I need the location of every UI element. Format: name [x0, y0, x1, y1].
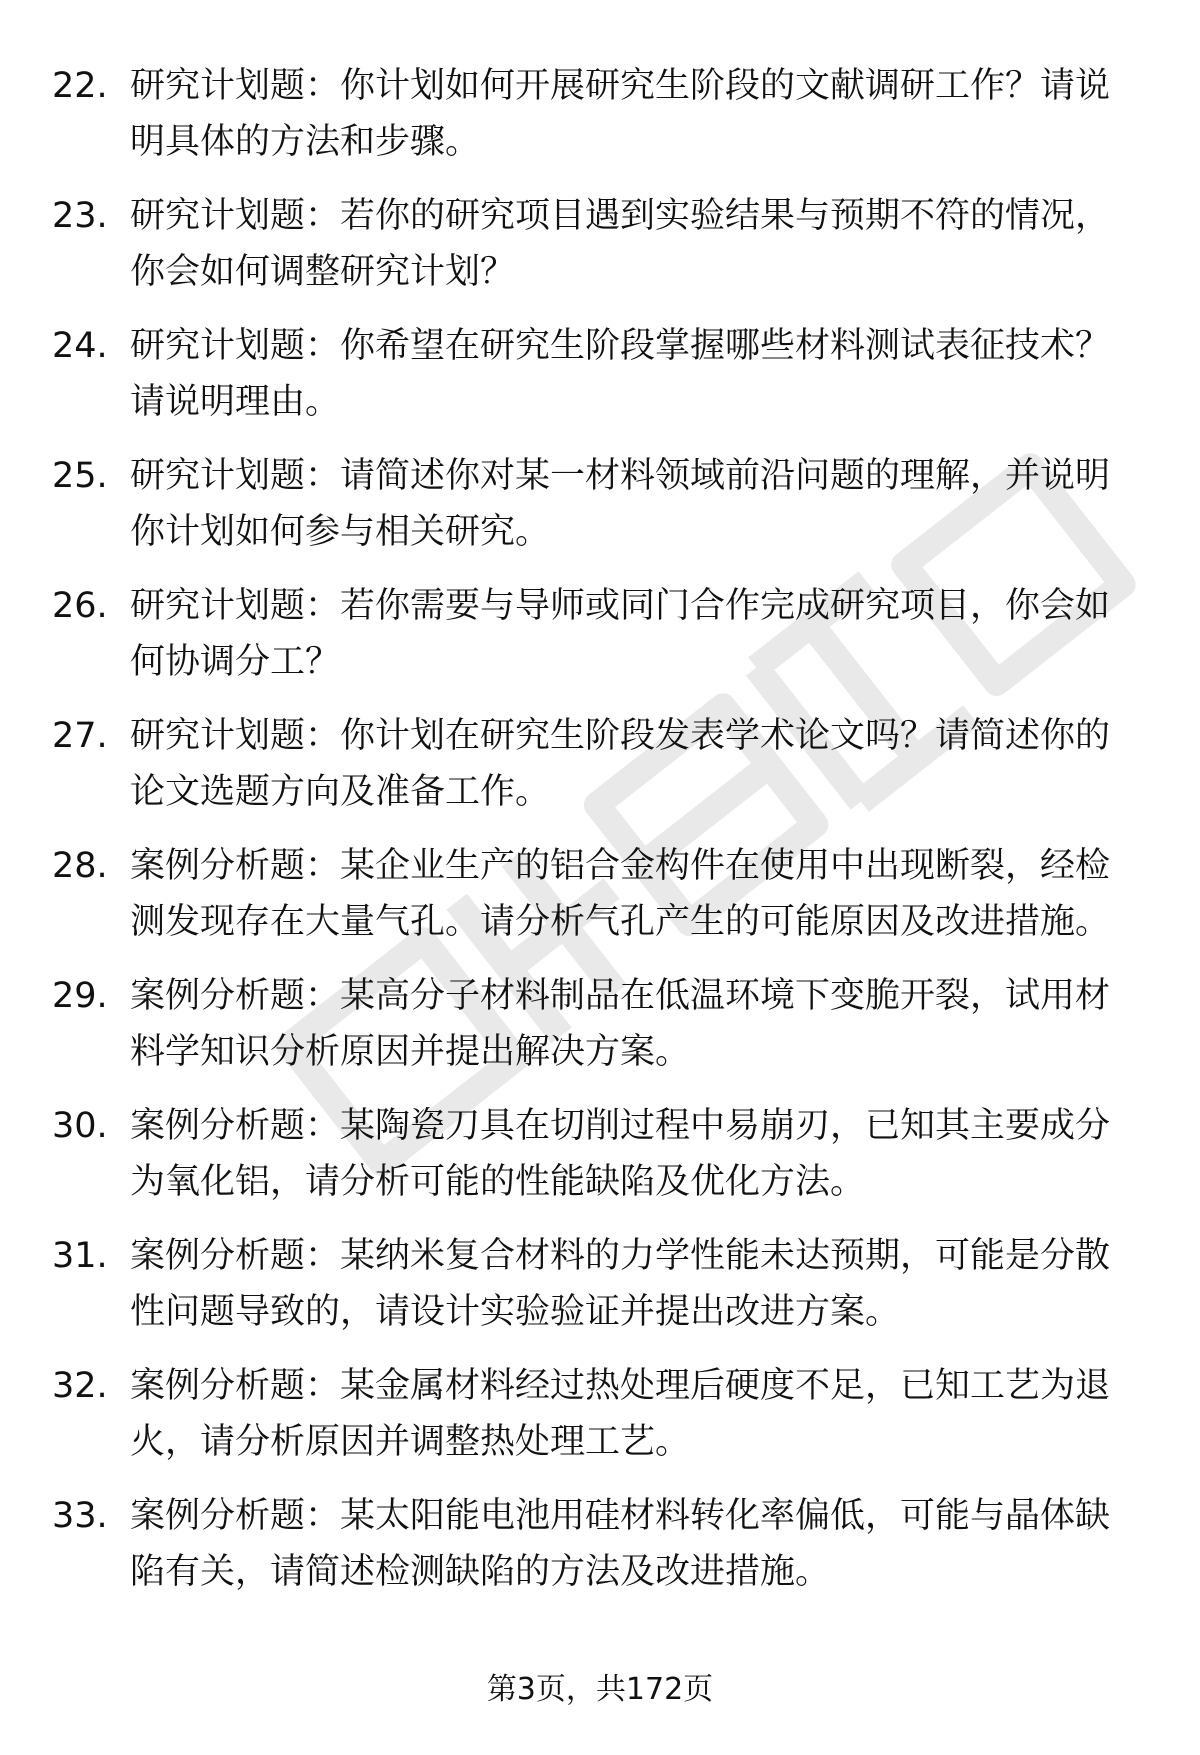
- question-item: [52, 188, 1142, 318]
- question-item: [52, 578, 1142, 708]
- question-item: [52, 1358, 1142, 1488]
- question-number: 23.: [52, 196, 108, 236]
- question-number: 22.: [52, 66, 108, 106]
- question-text: 案例分析题：某纳米复合材料的力学性能未达预期，可能是分散性问题导致的，请设计实验验证并提出改进方案。: [130, 1236, 1111, 1332]
- question-number: 30.: [52, 1106, 108, 1146]
- question-text: 案例分析题：某金属材料经过热处理后硬度不足，已知工艺为退火，请分析原因并调整热处理工艺。: [130, 1366, 1111, 1462]
- question-item: [52, 1098, 1142, 1228]
- question-number: 28.: [52, 846, 108, 886]
- question-item: [52, 1488, 1142, 1618]
- question-number: 25.: [52, 456, 108, 496]
- question-text: 研究计划题：若你的研究项目遇到实验结果与预期不符的情况，你会如何调整研究计划？: [130, 196, 1111, 292]
- question-item: [52, 968, 1142, 1098]
- question-number: 33.: [52, 1496, 108, 1536]
- question-item: [52, 1228, 1142, 1358]
- question-text: 案例分析题：某企业生产的铝合金构件在使用中出现断裂，经检测发现存在大量气孔。请分析气孔产生的可能原因及改进措施。: [130, 846, 1111, 942]
- question-item: [52, 838, 1142, 968]
- question-text: 研究计划题：若你需要与导师或同门合作完成研究项目，你会如何协调分工？: [130, 586, 1111, 682]
- question-list: [52, 58, 1142, 1618]
- page-footer: 第3页，共172页: [486, 1672, 714, 1707]
- question-item: [52, 58, 1142, 188]
- question-text: 研究计划题：你希望在研究生阶段掌握哪些材料测试表征技术？请说明理由。: [130, 326, 1111, 422]
- question-number: 32.: [52, 1366, 108, 1406]
- question-item: [52, 318, 1142, 448]
- question-text: 研究计划题：你计划在研究生阶段发表学术论文吗？请简述你的论文选题方向及准备工作。: [130, 716, 1111, 812]
- question-number: 29.: [52, 976, 108, 1016]
- question-text: 研究计划题：请简述你对某一材料领域前沿问题的理解，并说明你计划如何参与相关研究。: [130, 456, 1111, 552]
- question-item: [52, 448, 1142, 578]
- question-number: 27.: [52, 716, 108, 756]
- question-text: 案例分析题：某太阳能电池用硅材料转化率偏低，可能与晶体缺陷有关，请简述检测缺陷的方法及改进措施。: [130, 1496, 1111, 1592]
- question-text: 案例分析题：某陶瓷刀具在切削过程中易崩刃，已知其主要成分为氧化铝，请分析可能的性能缺陷及优化方法。: [130, 1106, 1111, 1202]
- question-number: 26.: [52, 586, 108, 626]
- question-item: [52, 708, 1142, 838]
- question-text: 案例分析题：某高分子材料制品在低温环境下变脆开裂，试用材料学知识分析原因并提出解决方案。: [130, 976, 1111, 1072]
- question-number: 24.: [52, 326, 108, 366]
- question-text: 研究计划题：你计划如何开展研究生阶段的文献调研工作？请说明具体的方法和步骤。: [130, 66, 1111, 162]
- question-number: 31.: [52, 1236, 108, 1276]
